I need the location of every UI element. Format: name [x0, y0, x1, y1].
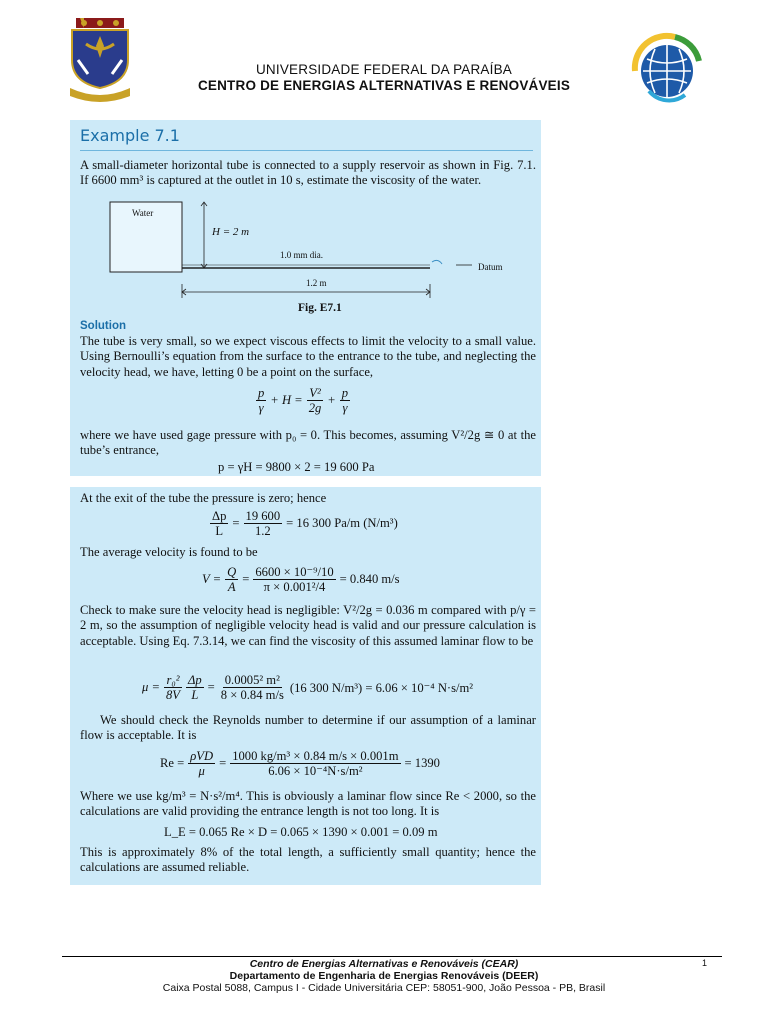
example-box-top: [70, 120, 541, 476]
water-label: Water: [132, 208, 154, 218]
title-divider: [80, 150, 533, 151]
problem-text: A small-diameter horizontal tube is connected to a supply reservoir as shown in Fig. 7.1. If 6600 mm³ is captured at the outlet in 10 s, estimate the viscosity of the water.: [80, 158, 536, 188]
height-label: H = 2 m: [212, 226, 250, 238]
conclusion-paragraph: This is approximately 8% of the total length, a sufficiently small quantity; hence the calculations are assumed reliable.: [80, 845, 536, 875]
entrance-length-equation: L_E = 0.065 Re × D = 0.065 × 1390 × 0.001 = 0.09 m: [164, 825, 438, 839]
footer-divider: [62, 956, 722, 957]
solution-paragraph-1: The tube is very small, so we expect viscous effects to limit the velocity to a small value. Using Bernoulli’s equation from the surface to the entrance to the tube, and neglecting the velocity head, we have, letting 0 be a point on the surface,: [80, 334, 536, 379]
solution-paragraph-2: where we have used gage pressure with p₀ = 0. This becomes, assuming V²/2g ≅ 0 at the tube’s entrance,: [80, 428, 536, 458]
page-number: 1: [702, 958, 708, 968]
example-box-bottom: [70, 487, 541, 885]
viscosity-equation: μ = $\frac{\text{r₀²}}{8V}$ $\frac{\Delta p}{L}$ = $\frac{\text{0.0005² m²}}{8 \times 0.84 m/s}$ (16 300 N/m³) = 6.06 × 10⁻⁴ N·s/m²: [142, 673, 474, 702]
reservoir-figure: [100, 192, 510, 302]
reynolds-paragraph: We should check the Reynolds number to determine if our assumption of a laminar flow is acceptable. It is: [80, 713, 536, 743]
footer-center: Centro de Energias Alternativas e Renováveis (CEAR): [249, 958, 519, 970]
bernoulli-equation: $\frac{p}{\gamma}$ + H = $\frac{\text{V²}}{2g}$ + $\frac{p}{\gamma}$: [258, 386, 349, 415]
center-name: CENTRO DE ENERGIAS ALTERNATIVAS E RENOVÁVEIS: [197, 78, 571, 93]
exit-paragraph: At the exit of the tube the pressure is zero; hence: [80, 491, 327, 505]
university-name: UNIVERSIDADE FEDERAL DA PARAÍBA: [255, 62, 513, 77]
pressure-gradient-equation: $\frac{\Delta p}{L}$ = $\frac{19 600}{1.2}$ = 16 300 Pa/m (N/m³): [212, 509, 398, 538]
diameter-label: 1.0 mm dia.: [280, 250, 323, 260]
velocity-intro: The average velocity is found to be: [80, 545, 258, 559]
example-title: Example 7.1: [80, 126, 180, 145]
velocity-head-paragraph: Check to make sure the velocity head is negligible: V²/2g = 0.036 m compared with p/γ = 2 m, so the assumption of negligible velocity head is valid and our pressure calculation is acceptable. Using Eq. 7.3.14, we can find the viscosity of this assumed laminar flow to be: [80, 603, 536, 648]
datum-label: Datum: [478, 262, 503, 272]
length-label: 1.2 m: [306, 278, 327, 288]
laminar-paragraph: Where we use kg/m³ = N·s²/m⁴. This is obviously a laminar flow since Re < 2000, so the calculations are valid providing the entrance length is not too long. It is: [80, 789, 536, 819]
figure-caption: Fig. E7.1: [298, 302, 342, 314]
footer-department: Departamento de Engenharia de Energias Renováveis (DEER): [229, 970, 539, 982]
solution-heading: Solution: [80, 320, 126, 332]
velocity-equation: V = $\frac{Q}{A}$ = $\frac{\text{6600 × 10⁻⁹/10}}{\text{π × 0.001²/4}}$ = 0.840 m/s: [202, 565, 400, 594]
reynolds-equation: Re = $\frac{\text{ρVD}}{\mu}$ = $\frac{\text{1000 kg/m³ × 0.84 m/s × 0.001m}}{\text{6.06 × 10⁻⁴N·s/m²}}$ = 1390: [160, 749, 440, 778]
pressure-equation: p = γH = 9800 × 2 = 19 600 Pa: [218, 460, 375, 474]
footer-address: Caixa Postal 5088, Campus I - Cidade Universitária CEP: 58051-900, João Pessoa - PB, Brasil: [162, 982, 606, 994]
